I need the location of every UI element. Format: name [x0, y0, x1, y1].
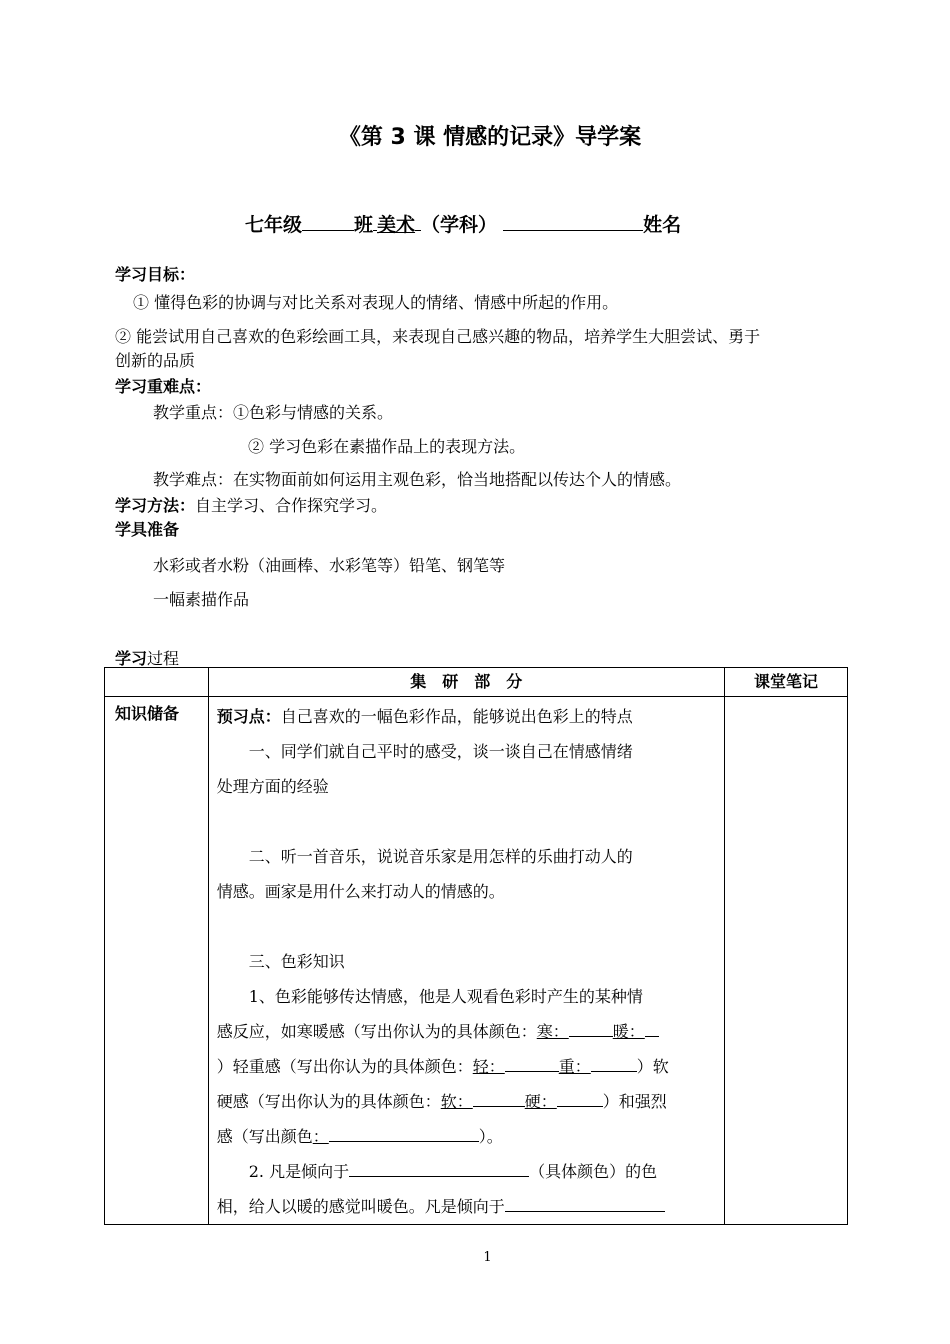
warm-tone-prompt-end: （具体颜色）的色	[529, 1162, 658, 1181]
page-title: 《第 3 课 情感的记录》导学案	[338, 125, 642, 150]
objectives-heading: 学习目标：	[115, 265, 196, 284]
warm-label: 暖：	[612, 1022, 645, 1041]
item-1-line-2: 处理方面的经验	[216, 777, 329, 796]
hard-label: 硬：	[524, 1092, 557, 1111]
soft-prompt-start: ）软	[636, 1057, 669, 1076]
grade-label: 七年级	[245, 214, 303, 236]
strong-blank[interactable]	[329, 1123, 479, 1142]
light-blank[interactable]	[505, 1053, 559, 1072]
item-2-line-1: 二、听一首音乐，说说音乐家是用怎样的乐曲打动人的	[248, 847, 633, 866]
preview-text: 自己喜欢的一幅色彩作品，能够说出色彩上的特点	[280, 707, 633, 726]
knowledge-2-line-1	[217, 1154, 716, 1189]
subject-label: （学科）	[421, 214, 498, 236]
header-empty-cell	[105, 668, 209, 697]
cool-tone-blank[interactable]	[505, 1193, 665, 1212]
hard-blank[interactable]	[557, 1088, 603, 1107]
heavy-blank[interactable]	[591, 1053, 637, 1072]
objective-2-line-2: 创新的品质	[115, 351, 196, 370]
teaching-difficulty: 教学难点：在实物面前如何运用主观色彩，恰当地搭配以传达个人的情感。	[153, 470, 682, 489]
teaching-focus: 教学重点：①色彩与情感的关系。	[153, 403, 394, 422]
spacer-1	[217, 804, 716, 839]
heavy-label: 重：	[558, 1057, 591, 1076]
strong-prompt-end: ）。	[478, 1127, 503, 1146]
header-study-section: 集 研 部 分	[208, 668, 724, 697]
tools-heading: 学具准备	[115, 520, 180, 539]
preview-line	[217, 699, 716, 734]
preview-label: 预习点：	[216, 707, 281, 726]
objective-1: ① 懂得色彩的协调与对比关系对表现人的情绪、情感中所起的作用。	[133, 293, 619, 312]
method-heading: 学习方法：	[115, 496, 196, 515]
page-number: 1	[483, 1250, 492, 1265]
process-heading-bold: 学习	[115, 649, 148, 668]
strong-prompt-start: ）和强烈	[602, 1092, 667, 1111]
item-3-heading: 三、色彩知识	[248, 952, 345, 971]
knowledge-1-line-3	[217, 1049, 716, 1084]
light-heavy-prompt: ）轻重感（写出你认为的具体颜色：	[216, 1057, 473, 1076]
table-header-row	[105, 668, 848, 697]
spacer-2	[217, 909, 716, 944]
name-blank	[503, 211, 643, 231]
item-2-line-2: 情感。画家是用什么来打动人的情感的。	[216, 882, 505, 901]
name-label: 姓名	[643, 214, 682, 236]
knowledge-1-line-4	[217, 1084, 716, 1119]
process-heading	[115, 646, 179, 669]
warm-tone-prompt: 2. 凡是倾向于	[248, 1162, 350, 1181]
knowledge-2-line-2	[217, 1189, 716, 1224]
key-points-heading: 学习重难点：	[115, 377, 212, 396]
knowledge-1-line-1: 1、色彩能够传达情感，他是人观看色彩时产生的某种情	[248, 987, 643, 1006]
soft-label: 软：	[440, 1092, 473, 1111]
study-process-table	[104, 667, 848, 1225]
light-label: 轻：	[472, 1057, 505, 1076]
header-class-notes: 课堂笔记	[724, 668, 847, 697]
subject-value: 美术	[377, 214, 416, 236]
tools-line-2: 一幅素描作品	[153, 590, 250, 609]
method-line	[115, 493, 387, 516]
warm-cold-prompt: 感反应，如寒暖感（写出你认为的具体颜色：	[216, 1022, 537, 1041]
teaching-focus-2: ② 学习色彩在素描作品上的表现方法。	[248, 437, 526, 456]
row-label-knowledge: 知识储备	[105, 697, 209, 1225]
cold-blank[interactable]	[569, 1018, 613, 1037]
class-notes-cell[interactable]	[724, 697, 847, 1225]
tools-line-1: 水彩或者水粉（油画棒、水彩笔等）铅笔、钢笔等	[153, 556, 506, 575]
warm-tone-blank[interactable]	[349, 1158, 529, 1177]
cold-label: 寒：	[536, 1022, 569, 1041]
student-info-line	[245, 210, 681, 237]
warm-blank[interactable]	[645, 1018, 659, 1037]
item-1-line-1: 一、同学们就自己平时的感受，谈一谈自己在情感情绪	[248, 742, 633, 761]
soft-hard-prompt: 硬感（写出你认为的具体颜色：	[216, 1092, 441, 1111]
soft-blank[interactable]	[473, 1088, 525, 1107]
knowledge-content-cell	[208, 697, 724, 1225]
table-row-knowledge	[105, 697, 848, 1225]
strong-colon: ：	[312, 1127, 329, 1146]
objective-2-line-1: ② 能尝试用自己喜欢的色彩绘画工具，来表现自己感兴趣的物品，培养学生大胆尝试、勇于	[115, 327, 761, 346]
strong-prompt: 感（写出颜色	[216, 1127, 313, 1146]
process-heading-normal: 过程	[147, 649, 180, 668]
knowledge-1-line-5	[217, 1119, 716, 1154]
knowledge-1-line-2	[217, 1014, 716, 1049]
class-label: 班	[354, 214, 374, 236]
method-text: 自主学习、合作探究学习。	[195, 496, 388, 515]
class-blank	[302, 211, 354, 231]
cool-tone-prompt: 相，给人以暖的感觉叫暖色。凡是倾向于	[216, 1197, 505, 1216]
